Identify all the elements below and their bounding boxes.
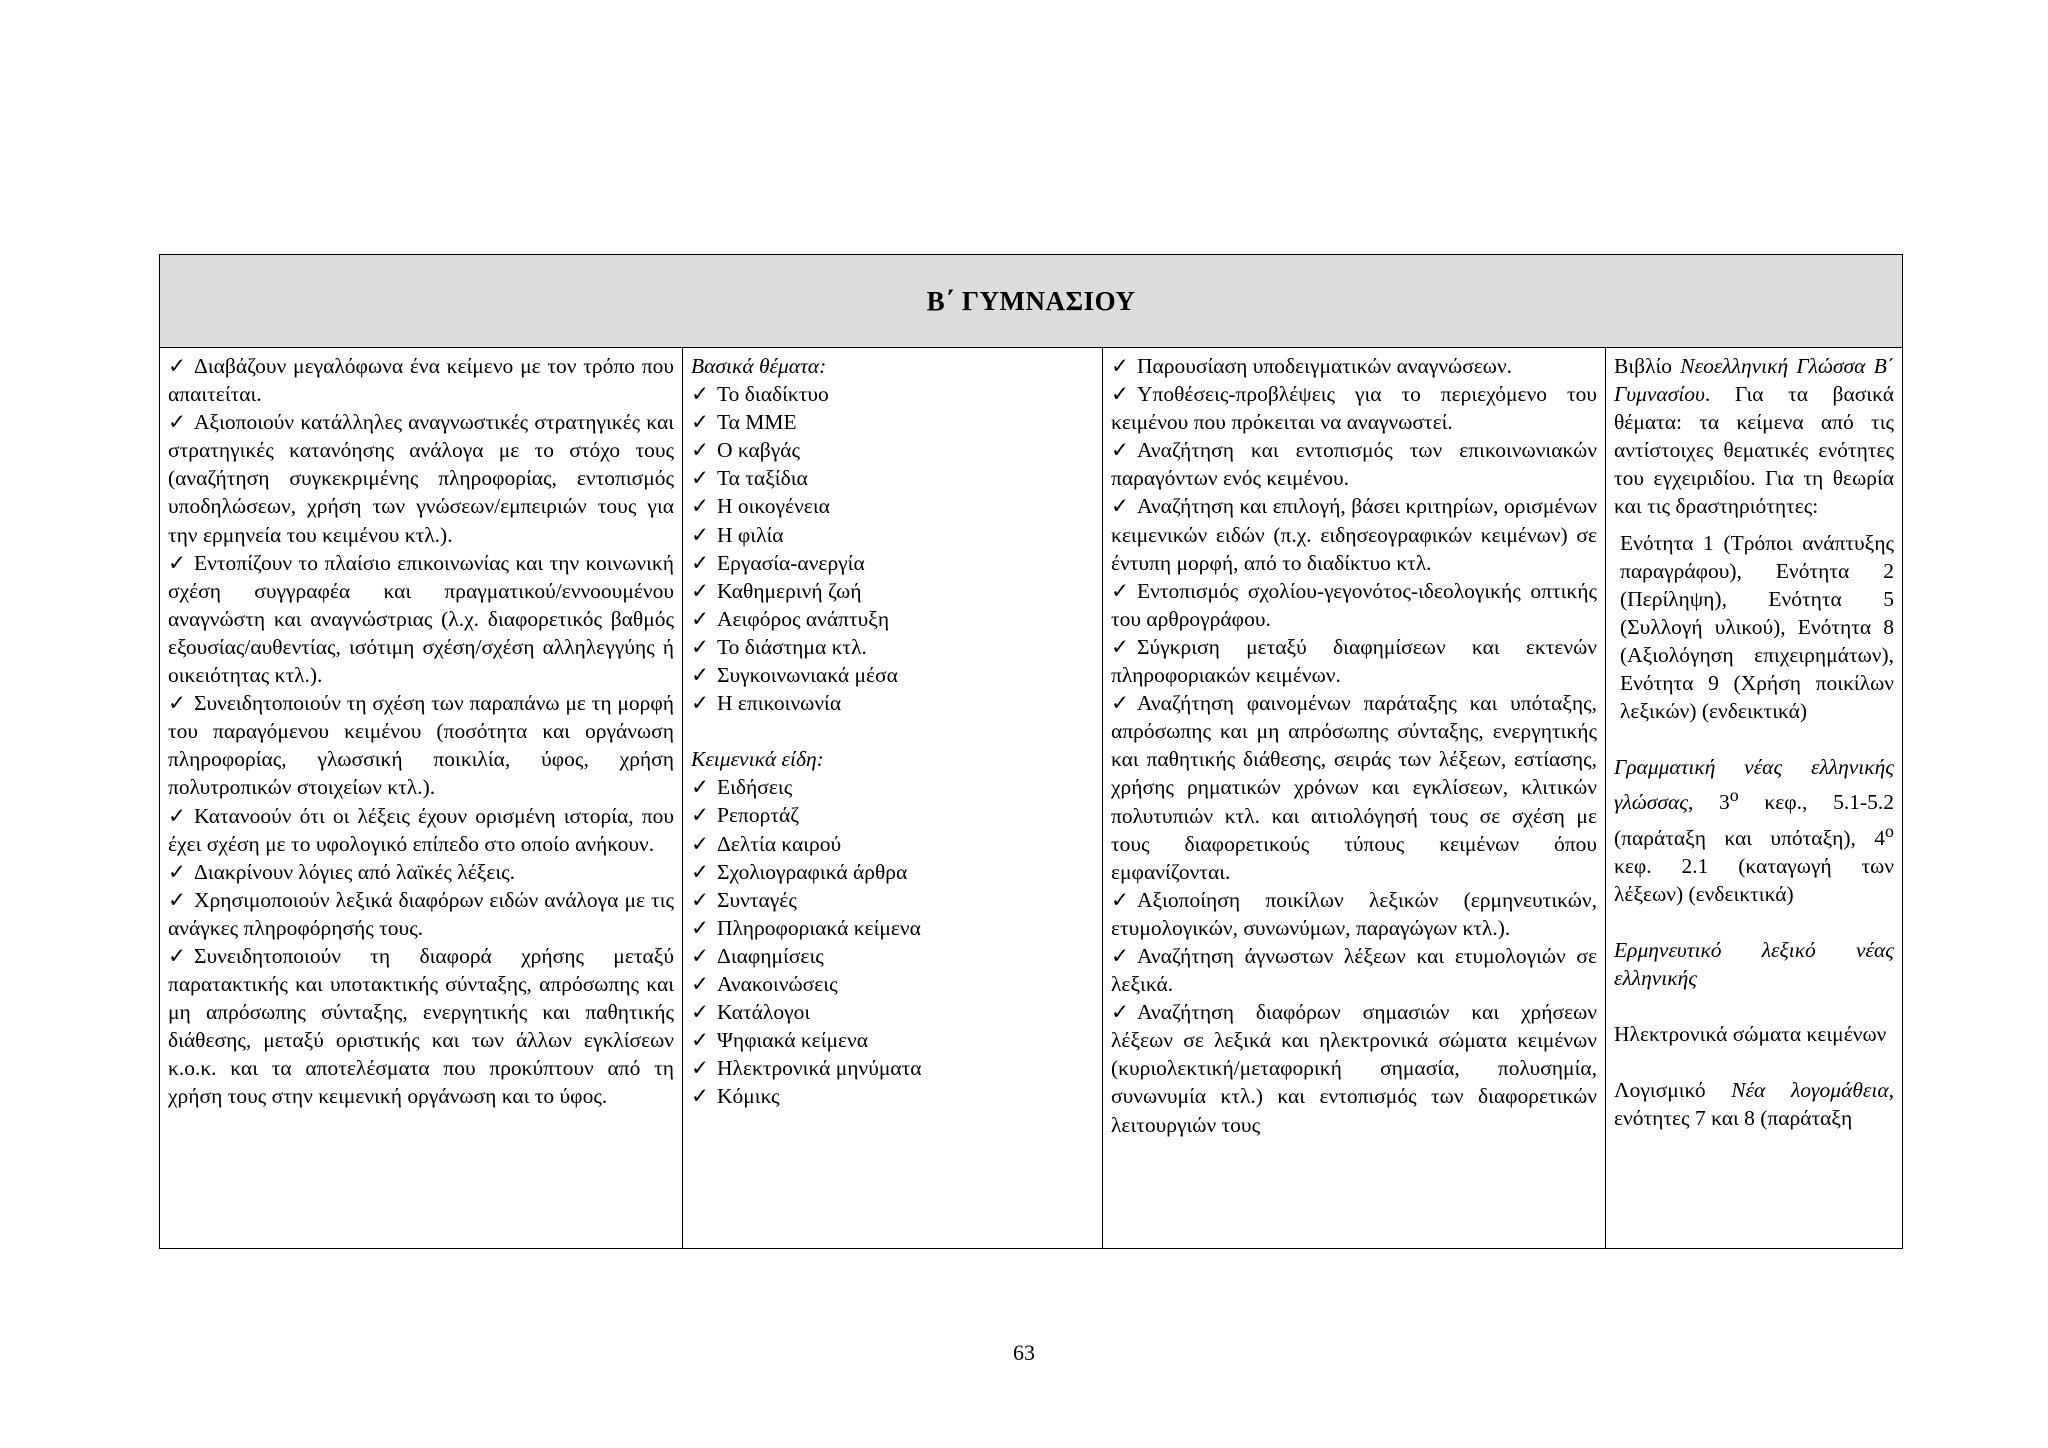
genre-item-text: Διαφημίσεις xyxy=(717,943,824,968)
activity-item xyxy=(1111,380,1597,436)
genre-item-text: Ηλεκτρονικά μηνύματα xyxy=(717,1056,922,1081)
check-icon: ✓ xyxy=(1111,943,1130,968)
check-icon: ✓ xyxy=(691,775,710,800)
activity-item xyxy=(1111,633,1597,689)
check-icon: ✓ xyxy=(691,382,710,407)
check-icon: ✓ xyxy=(691,1056,710,1081)
theme-item xyxy=(691,380,1094,408)
genre-item xyxy=(691,1026,1094,1054)
corpora-reference: Ηλεκτρονικά σώματα κειμένων xyxy=(1614,1022,1887,1047)
check-icon: ✓ xyxy=(1111,354,1130,378)
theme-item-text: Τα ΜΜΕ xyxy=(717,410,797,435)
check-icon: ✓ xyxy=(691,859,710,884)
activity-item xyxy=(1111,352,1597,380)
theme-item xyxy=(691,633,1094,661)
theme-item-text: Συγκοινωνιακά μέσα xyxy=(717,663,898,688)
check-icon: ✓ xyxy=(691,438,710,463)
theme-item xyxy=(691,661,1094,689)
activity-item xyxy=(1111,577,1597,633)
table-title: Β΄ ΓΥΜΝΑΣΙΟΥ xyxy=(926,285,1136,316)
genre-item-text: Πληροφοριακά κείμενα xyxy=(717,915,921,940)
objective-item xyxy=(168,408,674,548)
check-icon: ✓ xyxy=(168,691,187,716)
check-icon: ✓ xyxy=(1111,382,1130,407)
check-icon: ✓ xyxy=(1111,691,1130,716)
activity-item-text: Εντοπισμός σχολίου-γεγονότος-ιδεολογικής οπτικής του αρθρογράφου. xyxy=(1111,578,1597,631)
theme-item-text: Το διαδίκτυο xyxy=(717,382,829,407)
genre-item xyxy=(691,998,1094,1026)
activity-item-text: Αναζήτηση και επιλογή, βάσει κριτηρίων, ορισμένων κειμενικών ειδών (π.χ. ειδησεογραφικών κειμένων) σε έντυπη μορφή, από το διαδίκτυο κτλ. xyxy=(1111,494,1597,575)
check-icon: ✓ xyxy=(691,663,710,688)
check-icon: ✓ xyxy=(691,1028,710,1053)
table-row xyxy=(160,348,1902,1248)
check-icon: ✓ xyxy=(691,1084,710,1109)
genre-item xyxy=(691,773,1094,801)
check-icon: ✓ xyxy=(691,578,710,603)
activity-item xyxy=(1111,689,1597,886)
theme-item-text: Αειφόρος ανάπτυξη xyxy=(717,606,890,631)
activity-item xyxy=(1111,942,1597,998)
genre-item-text: Κόμικς xyxy=(717,1084,780,1109)
genres-list xyxy=(691,773,1094,1110)
objective-item-text: Διαβάζουν μεγαλόφωνα ένα κείμενο με τον τρόπο που απαιτείται. xyxy=(168,354,674,407)
activities-column xyxy=(1103,348,1606,1248)
check-icon: ✓ xyxy=(691,831,710,856)
genres-heading: Κειμενικά είδη: xyxy=(691,747,824,772)
genre-item xyxy=(691,886,1094,914)
themes-heading: Βασικά θέματα: xyxy=(691,354,827,378)
objective-item-text: Συνειδητοποιούν τη σχέση των παραπάνω με τη μορφή του παραγόμενου κειμένου (ποσότητα και οργάνωση πληροφορίας, γλωσσική ποικιλία, ύφος, χρήση πολυτροπικών στοιχείων κτλ.). xyxy=(168,691,674,800)
objectives-column xyxy=(160,348,683,1248)
check-icon: ✓ xyxy=(691,634,710,659)
table-header xyxy=(160,255,1902,348)
themes-column xyxy=(683,348,1103,1248)
theme-item xyxy=(691,689,1094,717)
theme-item xyxy=(691,464,1094,492)
activity-item xyxy=(1111,998,1597,1138)
objective-item xyxy=(168,942,674,1111)
objective-item xyxy=(168,858,674,886)
activity-item xyxy=(1111,886,1597,942)
check-icon: ✓ xyxy=(1111,887,1130,912)
check-icon: ✓ xyxy=(691,466,710,491)
genre-item-text: Ρεπορτάζ xyxy=(717,803,800,828)
theme-item-text: Τα ταξίδια xyxy=(717,466,808,491)
genre-item-text: Συνταγές xyxy=(717,887,797,912)
check-icon: ✓ xyxy=(691,1000,710,1025)
objective-item xyxy=(168,689,674,801)
genre-item-text: Κατάλογοι xyxy=(717,1000,811,1025)
grammar-reference: Γραμματική νέας ελληνικής γλώσσας, $3^o$ κεφ., 5.1-5.2 (παράταξη και υπόταξη), $4^o$ κεφ. 2.1 (καταγωγή των λέξεων) (ενδεικτικά) xyxy=(1614,755,1894,906)
genre-item xyxy=(691,858,1094,886)
activity-item-text: Παρουσίαση υποδειγματικών αναγνώσεων. xyxy=(1137,354,1513,378)
activity-item-text: Αναζήτηση και εντοπισμός των επικοινωνιακών παραγόντων ενός κειμένου. xyxy=(1111,438,1597,491)
activity-item xyxy=(1111,492,1597,576)
objective-item-text: Συνειδητοποιούν τη διαφορά χρήσης μεταξύ παρατακτικής και υποτακτικής σύνταξης, απρόσωπης και μη απρόσωπης σύνταξης, ενεργητικής και παθητικής διάθεσης, μεταξύ οριστικής και των άλλων εγκλίσεων κ.ο.κ. και τα αποτελέσματα που προκύπτουν από τη χρήση τους στην κειμενική οργάνωση και το ύφος. xyxy=(168,943,674,1109)
genre-item xyxy=(691,801,1094,829)
check-icon: ✓ xyxy=(691,494,710,519)
check-icon: ✓ xyxy=(691,943,710,968)
check-icon: ✓ xyxy=(691,606,710,631)
theme-item-text: Η οικογένεια xyxy=(717,494,830,519)
units-reference: Ενότητα 1 (Τρόποι ανάπτυξης παραγράφου), Ενότητα 2 (Περίληψη), Ενότητα 5 (Συλλογή υλικού), Ενότητα 8 (Αξιολόγηση επιχειρημάτων), Ενότητα 9 (Χρήση ποικίλων λεξικών) (ενδεικτικά) xyxy=(1620,530,1894,724)
check-icon: ✓ xyxy=(168,943,187,968)
check-icon: ✓ xyxy=(1111,494,1130,519)
theme-item xyxy=(691,408,1094,436)
genre-item-text: Δελτία καιρού xyxy=(717,831,842,856)
check-icon: ✓ xyxy=(691,915,710,940)
check-icon: ✓ xyxy=(691,971,710,996)
genre-item-text: Ψηφιακά κείμενα xyxy=(717,1028,869,1053)
genre-item xyxy=(691,970,1094,998)
check-icon: ✓ xyxy=(168,803,187,828)
theme-item-text: Εργασία-ανεργία xyxy=(717,550,865,575)
genre-item-text: Ειδήσεις xyxy=(717,775,793,800)
theme-item-text: Η φιλία xyxy=(717,522,784,547)
check-icon: ✓ xyxy=(168,887,187,912)
theme-item xyxy=(691,577,1094,605)
theme-item-text: Η επικοινωνία xyxy=(717,691,842,716)
genre-item xyxy=(691,942,1094,970)
objective-item xyxy=(168,352,674,408)
activity-item-text: Υποθέσεις-προβλέψεις για το περιεχόμενο του κειμένου που πρόκειται να αναγνωστεί. xyxy=(1111,382,1597,435)
check-icon: ✓ xyxy=(691,887,710,912)
theme-item xyxy=(691,521,1094,549)
theme-item xyxy=(691,492,1094,520)
objective-item-text: Κατανοούν ότι οι λέξεις έχουν ορισμένη ιστορία, που έχει σχέση με το υφολογικό επίπεδο στο οποίο ανήκουν. xyxy=(168,803,674,856)
theme-item-text: Το διάστημα κτλ. xyxy=(717,634,867,659)
book-reference: Βιβλίο Νεοελληνική Γλώσσα Β΄ Γυμνασίου. Για τα βασικά θέματα: τα κείμενα από τις αντίστοιχες θεματικές ενότητες του εγχειριδίου. Για τη θεωρία και τις δραστηριότητες: xyxy=(1614,354,1894,519)
dictionary-reference: Ερμηνευτικό λεξικό νέας ελληνικής xyxy=(1614,938,1894,991)
resources-column xyxy=(1606,348,1902,1248)
activity-item-text: Σύγκριση μεταξύ διαφημίσεων και εκτενών πληροφοριακών κειμένων. xyxy=(1111,634,1597,688)
objective-item-text: Εντοπίζουν το πλαίσιο επικοινωνίας και την κοινωνική σχέση συγγραφέα και πραγματικού/εννοουμένου αναγνώστη και αναγνώστριας (λ.χ. διαφορετικός βαθμός εξουσίας/αυθεντίας, ισότιμη σχέση/σχέση αλληλεγγύης ή οικειότητας κτλ.). xyxy=(168,550,674,688)
objective-item xyxy=(168,802,674,858)
curriculum-table xyxy=(159,254,1903,1249)
theme-item xyxy=(691,549,1094,577)
check-icon: ✓ xyxy=(168,550,187,575)
theme-item-text: Καθημερινή ζωή xyxy=(717,578,862,603)
check-icon: ✓ xyxy=(691,691,710,716)
genre-item-text: Σχολιογραφικά άρθρα xyxy=(717,859,908,884)
theme-item-text: Ο καβγάς xyxy=(717,438,801,463)
software-reference: Λογισμικό Νέα λογομάθεια, ενότητες 7 και 8 (παράταξη xyxy=(1614,1078,1894,1131)
check-icon: ✓ xyxy=(691,803,710,828)
check-icon: ✓ xyxy=(168,859,187,884)
genre-item xyxy=(691,1082,1094,1110)
activity-item-text: Αναζήτηση φαινομένων παράταξης και υπόταξης, απρόσωπης και μη απρόσωπης σύνταξης, ενεργητικής και παθητικής διάθεσης, σειράς των λέξεων, εστίασης, χρήσης ρηματικών χρόνων και εγκλίσεων, κλιτικών πολυτυπιών κτλ. και αιτιολόγησή τους σε σχέση με τους διαφορετικούς τύπους κειμένων όπου εμφανίζονται. xyxy=(1111,691,1597,884)
check-icon: ✓ xyxy=(691,550,710,575)
activity-item xyxy=(1111,436,1597,492)
activity-item-text: Αξιοποίηση ποικίλων λεξικών (ερμηνευτικών, ετυμολογικών, συνωνύμων, παραγώγων κτλ.). xyxy=(1111,887,1597,940)
activity-item-text: Αναζήτηση διαφόρων σημασιών και χρήσεων λέξεων σε λεξικά και ηλεκτρονικά σώματα κειμένων (κυριολεκτική/μεταφορική σημασία, πολυσημία, συνωνυμία κτλ.) και εντοπισμός των διαφορετικών λειτουργιών τους xyxy=(1111,1000,1597,1137)
genre-item-text: Ανακοινώσεις xyxy=(717,971,838,996)
themes-list xyxy=(691,380,1094,717)
check-icon: ✓ xyxy=(691,522,710,547)
check-icon: ✓ xyxy=(168,354,187,378)
check-icon: ✓ xyxy=(691,410,710,435)
theme-item xyxy=(691,436,1094,464)
check-icon: ✓ xyxy=(1111,438,1130,463)
check-icon: ✓ xyxy=(1111,1000,1130,1025)
check-icon: ✓ xyxy=(1111,634,1130,659)
check-icon: ✓ xyxy=(168,410,187,435)
objective-item-text: Αξιοποιούν κατάλληλες αναγνωστικές στρατηγικές και στρατηγικές κατανόησης ανάλογα με το στόχο τους (αναζήτηση συγκεκριμένης πληροφορίας, εντοπισμός υποδηλώσεων, χρήση των γνώσεων/εμπειριών τους για την ερμηνεία του κειμένου κτλ.). xyxy=(168,410,674,547)
genre-item xyxy=(691,914,1094,942)
genre-item xyxy=(691,830,1094,858)
objective-item xyxy=(168,549,674,689)
objective-item-text: Χρησιμοποιούν λεξικά διαφόρων ειδών ανάλογα με τις ανάγκες πληροφόρησής τους. xyxy=(168,887,674,940)
genre-item xyxy=(691,1054,1094,1082)
page-number: 63 xyxy=(1013,1340,1035,1365)
objective-item xyxy=(168,886,674,942)
activity-item-text: Αναζήτηση άγνωστων λέξεων και ετυμολογιών σε λεξικά. xyxy=(1111,943,1597,997)
check-icon: ✓ xyxy=(1111,578,1130,603)
theme-item xyxy=(691,605,1094,633)
objective-item-text: Διακρίνουν λόγιες από λαϊκές λέξεις. xyxy=(194,859,516,884)
